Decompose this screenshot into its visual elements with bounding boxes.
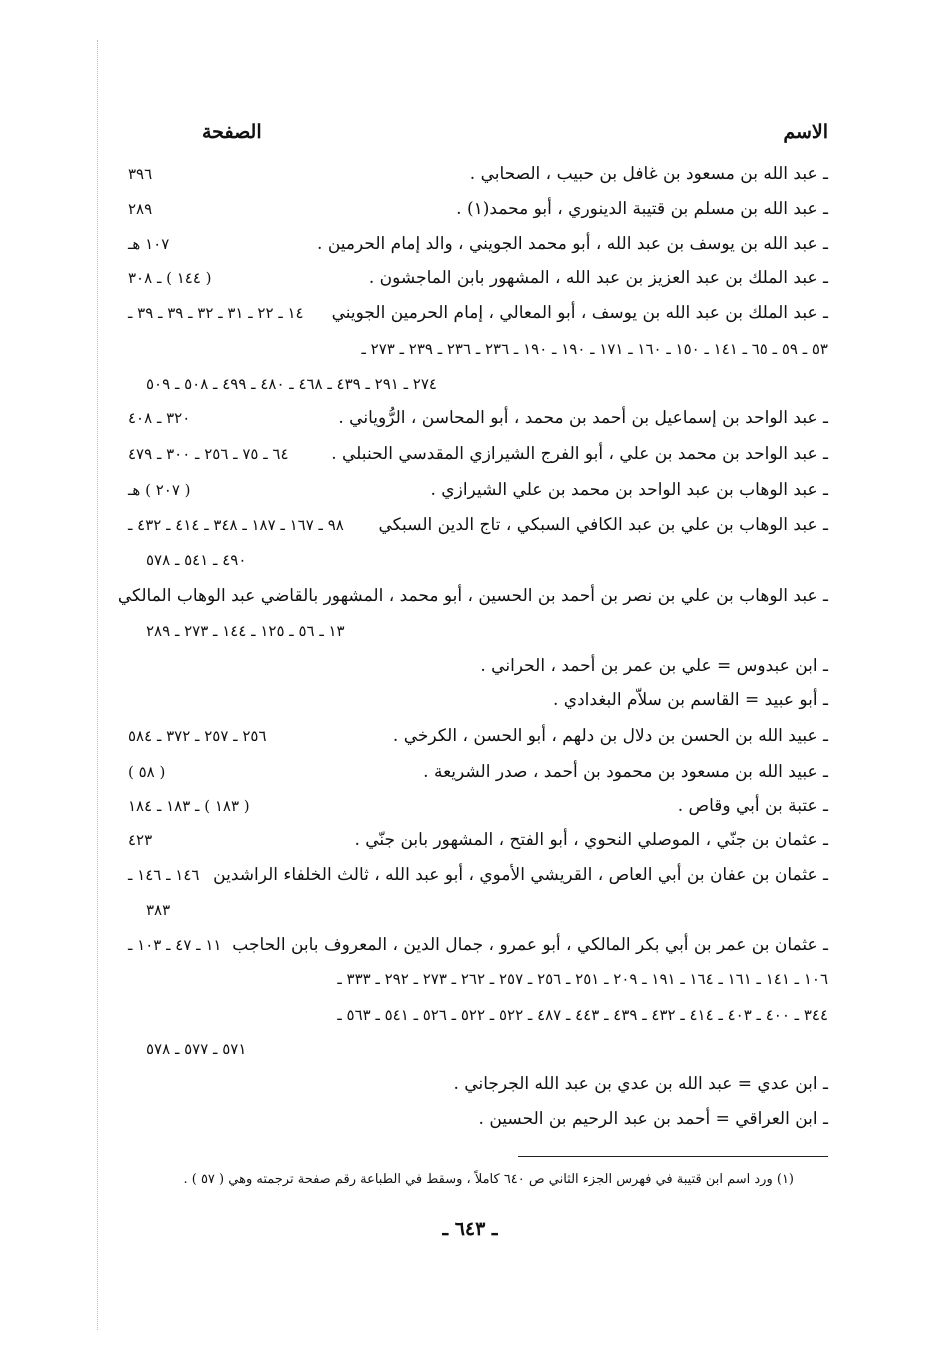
entry-name: ـ عبد الله بن مسلم بن قتيبة الدينوري ، أبو محمد(١) . [456, 199, 828, 219]
entry-pages-continuation: ٣٤٤ ـ ٤٠٠ ـ ٤٠٣ ـ ٤١٤ ـ ٤٣٢ ـ ٤٣٩ ـ ٤٤٣ ـ ٤٨٧ ـ ٥٢٢ ـ ٥٢٢ ـ ٥٢٦ ـ ٥٤١ ـ ٥٦٣ ـ [337, 1006, 828, 1024]
entry-pages-continuation: ٥٣ ـ ٥٩ ـ ٦٥ ـ ١٤١ ـ ١٥٠ ـ ١٦٠ ـ ١٧١ ـ ١٩٠ ـ ١٩٠ ـ ٢٣٦ ـ ٢٣٦ ـ ٢٣٩ ـ ٢٧٣ ـ [361, 340, 828, 358]
entry-name: ـ عتبة بن أبي وقاص . [677, 796, 828, 816]
entry-name: ـ عبد الوهاب بن علي بن نصر بن أحمد بن الحسين ، أبو محمد ، المشهور بالقاضي عبد الوهاب المالكي [117, 586, 828, 606]
index-entry [128, 687, 828, 723]
index-entry [128, 1071, 828, 1107]
entry-name: ـ عثمان بن جنّي ، الموصلي النحوي ، أبو الفتح ، المشهور بابن جنّي . [354, 830, 828, 850]
entry-pages: ( ١٤٤ ) ـ ٣٠٨ [128, 269, 212, 287]
index-entry [128, 862, 828, 898]
entry-name: ـ عبد الله بن مسعود بن غافل بن حبيب ، الصحابي . [469, 164, 828, 184]
entry-pages-continuation: ١٠٦ ـ ١٤١ ـ ١٦١ ـ ١٦٤ ـ ١٩١ ـ ٢٠٩ ـ ٢٥١ ـ ٢٥٦ ـ ٢٥٧ ـ ٢٦٢ ـ ٢٧٣ ـ ٢٩٢ ـ ٣٣٣ ـ [337, 970, 828, 988]
entry-pages: ( ١٨٣ ) ـ ١٨٣ ـ ١٨٤ [128, 797, 250, 815]
index-entry [128, 231, 828, 267]
entry-name: ـ أبو عبيد = القاسم بن سلاّم البغدادي . [552, 690, 828, 710]
index-entry [128, 827, 828, 863]
entry-name: ـ عثمان بن عمر بن أبي بكر المالكي ، أبو عمرو ، جمال الدين ، المعروف بابن الحاجب [232, 935, 828, 955]
index-entry [128, 405, 828, 441]
binding-margin-line [97, 40, 98, 1330]
entry-pages: ٢٥٦ ـ ٢٥٧ ـ ٣٧٢ ـ ٥٨٤ [128, 727, 267, 745]
page-number: ـ ٦٤٣ ـ [442, 1218, 498, 1240]
entry-pages: ٣٢٠ ـ ٤٠٨ [128, 409, 191, 427]
entry-pages-continuation: ٣٨٣ [146, 901, 171, 919]
entry-name: ـ عبد الملك بن عبد العزيز بن عبد الله ، المشهور بابن الماجشون . [368, 268, 828, 288]
entry-name: ـ عبد الملك بن عبد الله بن يوسف ، أبو المعالي ، إمام الحرمين الجويني [331, 303, 828, 323]
entry-name: ـ عبيد الله بن مسعود بن محمود بن أحمد ، صدر الشريعة . [423, 762, 828, 782]
entry-pages-continuation: ٢٧٤ ـ ٢٩١ ـ ٤٣٩ ـ ٤٦٨ ـ ٤٨٠ ـ ٤٩٩ ـ ٥٠٨ ـ ٥٠٩ [146, 375, 437, 393]
index-entry [128, 723, 828, 759]
entry-pages: ٩٨ ـ ١٦٧ ـ ١٨٧ ـ ٣٤٨ ـ ٤١٤ ـ ٤٣٢ ـ [128, 516, 344, 534]
index-entry [128, 161, 828, 197]
index-entry [128, 932, 828, 968]
entry-pages: ٣٩٦ [128, 165, 153, 183]
entry-name: ـ ابن العراقي = أحمد بن عبد الرحيم بن الحسين . [478, 1109, 828, 1129]
index-entry [128, 653, 828, 689]
entry-pages-continuation: ١٣ ـ ٥٦ ـ ١٢٥ ـ ١٤٤ ـ ٢٧٣ ـ ٢٨٩ [146, 622, 345, 640]
index-entry [128, 512, 828, 548]
index-entry [128, 477, 828, 513]
index-entry [128, 300, 828, 336]
footnote-rule [518, 1156, 828, 1157]
entry-pages-continuation: ٤٩٠ ـ ٥٤١ ـ ٥٧٨ [146, 551, 247, 569]
index-entry [128, 759, 828, 795]
entry-name: ـ عبد الله بن يوسف بن عبد الله ، أبو محمد الجويني ، والد إمام الحرمين . [317, 234, 828, 254]
index-entry [128, 441, 828, 477]
index-entry [128, 196, 828, 232]
entry-name: ـ عبد الوهاب بن علي بن عبد الكافي السبكي ، تاج الدين السبكي [378, 515, 828, 535]
entry-name: ـ عبيد الله بن الحسن بن دلال بن دلهم ، أبو الحسن ، الكرخي . [392, 726, 828, 746]
name-column-header: الاسم [783, 121, 828, 143]
entry-pages: ٤٢٣ [128, 831, 153, 849]
page-column-header: الصفحة [202, 121, 262, 143]
entry-pages: ( ٥٨ ) [128, 763, 166, 781]
entry-pages: ١٤٦ ـ ١٤٦ ـ [128, 866, 200, 884]
entry-name: ـ عبد الواحد بن إسماعيل بن أحمد بن محمد ، أبو المحاسن ، الرُّوياني . [338, 408, 828, 428]
index-entry [128, 265, 828, 301]
entry-pages: ١٤ ـ ٢٢ ـ ٣١ ـ ٣٢ ـ ٣٩ ـ ٣٩ ـ [128, 304, 304, 322]
entry-name: ـ عبد الوهاب بن عبد الواحد بن محمد بن علي الشيرازي . [430, 480, 828, 500]
entry-name: ـ ابن عدي = عبد الله بن عدي بن عبد الله الجرجاني . [453, 1074, 828, 1094]
entry-pages: ٦٤ ـ ٧٥ ـ ٢٥٦ ـ ٣٠٠ ـ ٤٧٩ [128, 445, 289, 463]
index-entry [117, 583, 828, 619]
entry-pages-continuation: ٥٧١ ـ ٥٧٧ ـ ٥٧٨ [146, 1040, 247, 1058]
footnote: (١) ورد اسم ابن قتيبة في فهرس الجزء الثاني ص ٦٤٠ كاملاً ، وسقط في الطباعة رقم صفحة ترجمته وهي ( ٥٧ ) . [183, 1172, 794, 1187]
entry-name: ـ ابن عبدوس = علي بن عمر بن أحمد ، الحراني . [480, 656, 828, 676]
entry-pages: ١١ ـ ٤٧ ـ ١٠٣ ـ [128, 936, 222, 954]
entry-pages: ( ٢٠٧ ) هـ [128, 481, 191, 499]
index-entry [128, 793, 828, 829]
index-entry [128, 1106, 828, 1142]
entry-pages: ٢٨٩ [128, 200, 153, 218]
entry-pages: ١٠٧ هـ [128, 235, 170, 253]
entry-name: ـ عثمان بن عفان بن أبي العاص ، القريشي الأموي ، أبو عبد الله ، ثالث الخلفاء الراشدين [213, 865, 828, 885]
entry-name: ـ عبد الواحد بن محمد بن علي ، أبو الفرج الشيرازي المقدسي الحنبلي . [331, 444, 828, 464]
